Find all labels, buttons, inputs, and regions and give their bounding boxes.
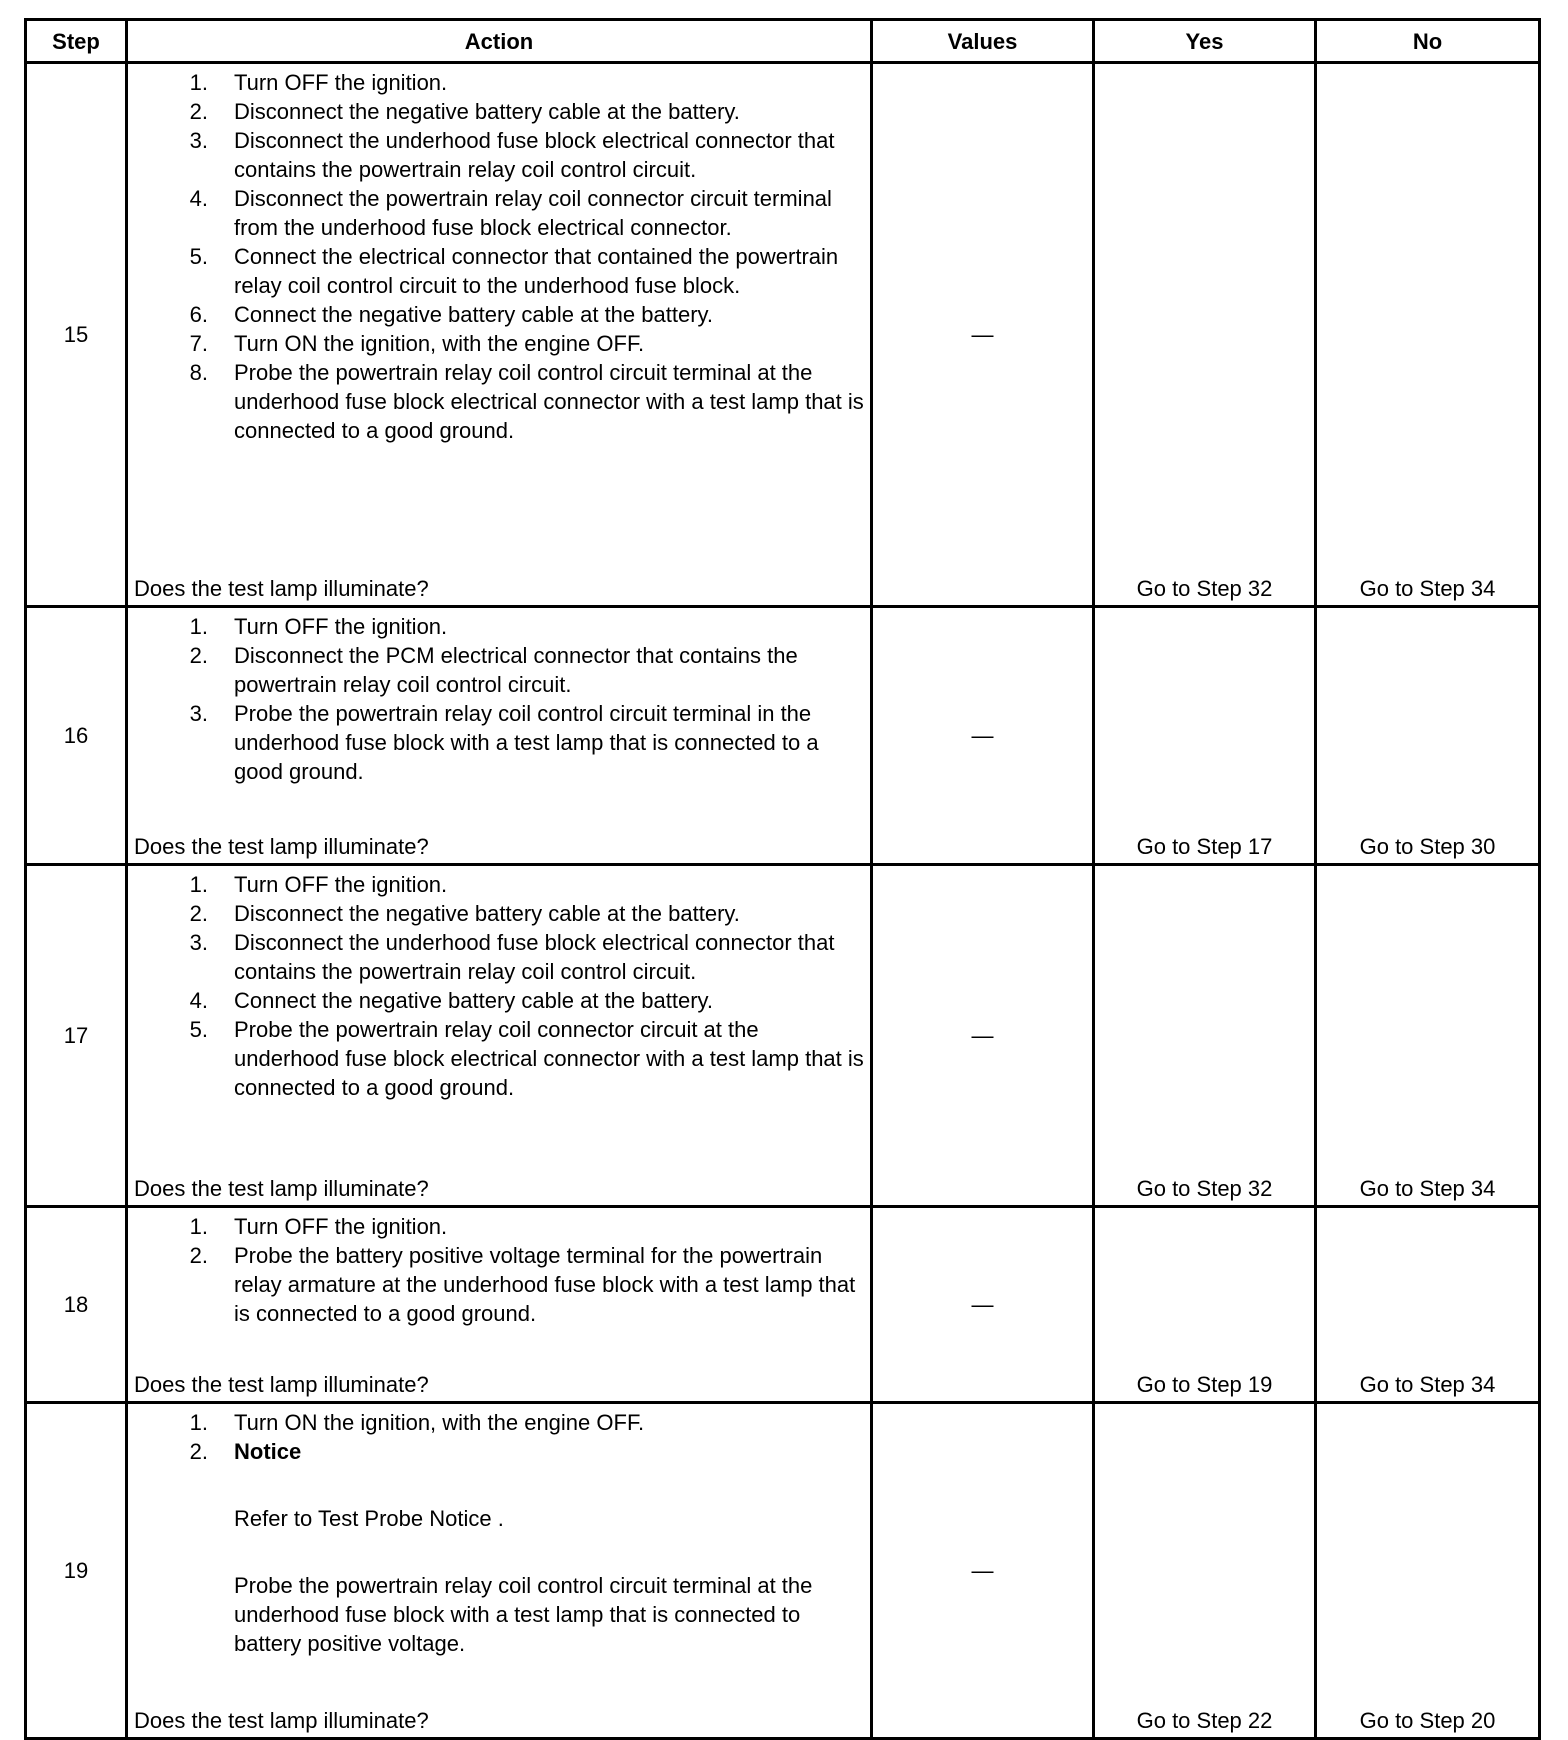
item-text: Turn ON the ignition, with the engine OFF.: [234, 1410, 645, 1435]
item-text: Turn OFF the ignition.: [234, 872, 448, 897]
item-number: 1.: [189, 1214, 208, 1239]
value-cell: —: [872, 63, 1094, 607]
step-number: 17: [26, 865, 127, 1207]
action-item: [134, 870, 866, 899]
item-text: Turn OFF the ignition.: [234, 614, 448, 639]
action-item: [134, 641, 866, 699]
action-item: [134, 986, 866, 1015]
item-number: 8.: [189, 360, 208, 385]
item-number: 3.: [189, 930, 208, 955]
action-cell: [127, 63, 872, 607]
step-number: 19: [26, 1403, 127, 1739]
action-list: [134, 1212, 866, 1328]
item-text: Disconnect the negative battery cable at the battery.: [234, 901, 740, 926]
header-step: Step: [26, 20, 127, 63]
item-number: 3.: [189, 128, 208, 153]
action-item: [134, 242, 866, 300]
step-number: 15: [26, 63, 127, 607]
yes-cell: Go to Step 17: [1094, 607, 1316, 865]
item-text: Disconnect the underhood fuse block electrical connector that contains the powertrain relay coil control circuit.: [234, 128, 835, 182]
header-yes: Yes: [1094, 20, 1316, 63]
action-item-notice: [134, 1437, 866, 1658]
notice-title: Notice: [234, 1439, 302, 1464]
no-cell: Go to Step 34: [1316, 63, 1540, 607]
item-number: 1.: [189, 614, 208, 639]
question: Does the test lamp illuminate?: [134, 576, 429, 601]
item-text: Probe the powertrain relay coil control circuit terminal in the underhood fuse block with a test lamp that is connected to a good ground.: [234, 701, 819, 784]
yes-cell: Go to Step 22: [1094, 1403, 1316, 1739]
item-text: Connect the negative battery cable at the battery.: [234, 988, 714, 1013]
value-cell: —: [872, 1207, 1094, 1403]
no-cell: Go to Step 34: [1316, 865, 1540, 1207]
item-number: 7.: [189, 331, 208, 356]
notice-ref: Refer to Test Probe Notice .: [234, 1506, 504, 1531]
action-list: [134, 870, 866, 1102]
item-number: 2.: [189, 99, 208, 124]
action-item: [134, 184, 866, 242]
item-number: 2.: [189, 901, 208, 926]
header-action: Action: [127, 20, 872, 63]
action-item: [134, 1212, 866, 1241]
yes-cell: Go to Step 19: [1094, 1207, 1316, 1403]
action-item: [134, 68, 866, 97]
action-list: [134, 1408, 866, 1658]
action-item: [134, 612, 866, 641]
item-number: 4.: [189, 988, 208, 1013]
item-text: Turn OFF the ignition.: [234, 70, 448, 95]
no-cell: Go to Step 34: [1316, 1207, 1540, 1403]
item-text: Probe the battery positive voltage terminal for the powertrain relay armature at the underhood fuse block with a test lamp that is connected to a good ground.: [234, 1243, 856, 1326]
action-item: [134, 126, 866, 184]
step-number: 18: [26, 1207, 127, 1403]
step-number: 16: [26, 607, 127, 865]
header-row: [26, 20, 1540, 63]
action-item: [134, 699, 866, 786]
action-item: [134, 1241, 866, 1328]
item-text: Disconnect the underhood fuse block electrical connector that contains the powertrain relay coil control circuit.: [234, 930, 835, 984]
question: Does the test lamp illuminate?: [134, 1372, 429, 1397]
item-text: Turn OFF the ignition.: [234, 1214, 448, 1239]
item-number: 5.: [189, 1017, 208, 1042]
item-text: Disconnect the powertrain relay coil connector circuit terminal from the underhood fuse block electrical connector.: [234, 186, 832, 240]
no-cell: Go to Step 30: [1316, 607, 1540, 865]
item-number: 3.: [189, 701, 208, 726]
action-item: [134, 1408, 866, 1437]
action-item: [134, 899, 866, 928]
item-number: 1.: [189, 1410, 208, 1435]
yes-cell: Go to Step 32: [1094, 865, 1316, 1207]
value-cell: —: [872, 607, 1094, 865]
item-text: Probe the powertrain relay coil control circuit terminal at the underhood fuse block electrical connector with a test lamp that is connected to a good ground.: [234, 360, 864, 443]
item-number: 1.: [189, 70, 208, 95]
header-values: Values: [872, 20, 1094, 63]
item-text: Turn ON the ignition, with the engine OFF.: [234, 331, 645, 356]
item-text: Disconnect the PCM electrical connector that contains the powertrain relay coil control circuit.: [234, 643, 798, 697]
item-number: 5.: [189, 244, 208, 269]
action-item: [134, 300, 866, 329]
table-row: [26, 63, 1540, 607]
question: Does the test lamp illuminate?: [134, 834, 429, 859]
value-cell: —: [872, 865, 1094, 1207]
question: Does the test lamp illuminate?: [134, 1708, 429, 1733]
no-cell: Go to Step 20: [1316, 1403, 1540, 1739]
action-cell: [127, 1207, 872, 1403]
action-cell: [127, 607, 872, 865]
item-number: 6.: [189, 302, 208, 327]
table-row: [26, 1207, 1540, 1403]
item-number: 1.: [189, 872, 208, 897]
action-item: [134, 1015, 866, 1102]
action-item: [134, 358, 866, 445]
item-text: Connect the negative battery cable at the battery.: [234, 302, 714, 327]
table-row: [26, 865, 1540, 1207]
diagnostic-table: [24, 18, 1541, 1740]
header-no: No: [1316, 20, 1540, 63]
notice-text: Probe the powertrain relay coil control circuit terminal at the underhood fuse block with a test lamp that is connected to battery positive voltage.: [234, 1573, 813, 1656]
item-number: 2.: [189, 1243, 208, 1268]
table-row: [26, 607, 1540, 865]
item-text: Connect the electrical connector that contained the powertrain relay coil control circuit to the underhood fuse block.: [234, 244, 839, 298]
action-list: [134, 68, 866, 445]
action-cell: [127, 865, 872, 1207]
action-cell: [127, 1403, 872, 1739]
question: Does the test lamp illuminate?: [134, 1176, 429, 1201]
action-item: [134, 97, 866, 126]
action-item: [134, 928, 866, 986]
item-number: 4.: [189, 186, 208, 211]
item-number: 2.: [189, 1439, 208, 1464]
table-row: [26, 1403, 1540, 1739]
value-cell: —: [872, 1403, 1094, 1739]
item-text: Probe the powertrain relay coil connector circuit at the underhood fuse block electrical connector with a test lamp that is connected to a good ground.: [234, 1017, 864, 1100]
item-text: Disconnect the negative battery cable at the battery.: [234, 99, 740, 124]
item-number: 2.: [189, 643, 208, 668]
action-list: [134, 612, 866, 786]
yes-cell: Go to Step 32: [1094, 63, 1316, 607]
action-item: [134, 329, 866, 358]
